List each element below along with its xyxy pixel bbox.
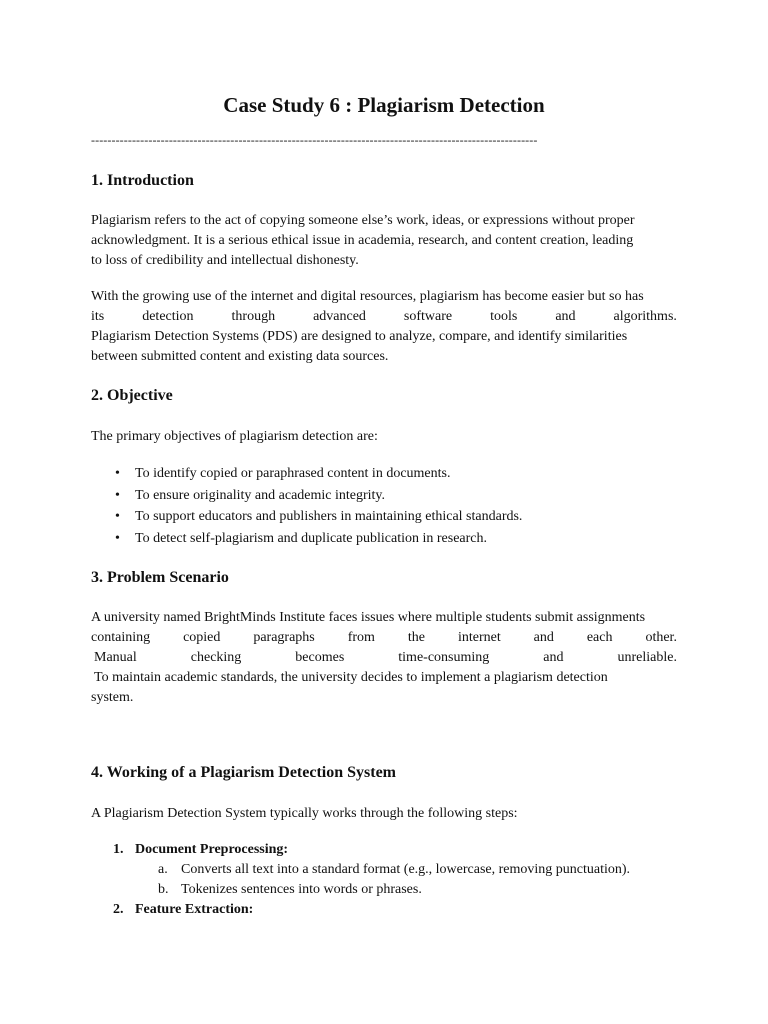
problem-line: A university named BrightMinds Institute faces issues where multiple students submit assignments [91,610,646,625]
word: internet [457,630,501,645]
word: paragraphs [253,630,315,645]
step-number: 1. [113,842,124,857]
sub-text: Converts all text into a standard format (e.g., lowercase, removing punctuation). [181,862,631,877]
intro-p1-line: to loss of credibility and intellectual dishonesty. [91,253,359,268]
word: advanced [313,309,366,324]
sub-text: Tokenizes sentences into words or phrases. [181,882,422,897]
heading-introduction: 1. Introduction [91,172,194,189]
word: its [91,309,105,324]
list-item: • To detect self-plagiarism and duplicate publication in research. [91,528,677,550]
step-title: Document Preprocessing: [135,842,289,857]
bullet-icon: • [115,487,120,503]
problem-line: system. [91,690,134,705]
problem-justified-line [91,648,677,668]
problem-line: To maintain academic standards, the university decides to implement a plagiarism detection [94,670,608,685]
word: unreliable. [617,650,677,665]
intro-p1-line: Plagiarism refers to the act of copying someone else’s work, ideas, or expressions without proper [91,213,635,228]
intro-p1-line: acknowledgment. It is a serious ethical issue in academia, research, and content creation, leading [91,233,634,248]
heading-objective: 2. Objective [91,387,173,404]
word: software [403,309,453,324]
steps-list [91,840,677,920]
word: the [407,630,425,645]
word: checking [190,650,242,665]
word: and [555,309,576,324]
step-title: Feature Extraction: [135,902,254,917]
intro-p2-line: With the growing use of the internet and digital resources, plagiarism has become easier but so has [91,289,644,304]
bullet-icon: • [115,509,120,524]
word: tools [490,309,518,324]
intro-p2-justified-line [91,307,677,327]
sub-letter: a. [158,862,168,877]
word: and [533,630,554,645]
list-item [91,860,677,880]
document-title: Case Study 6 : Plagiarism Detection [223,93,545,117]
word: time-consuming [398,650,490,665]
word: other. [645,630,677,645]
word: each [586,630,613,645]
working-lead: A Plagiarism Detection System typically works through the following steps: [91,806,518,821]
intro-p2-line: Plagiarism Detection Systems (PDS) are designed to analyze, compare, and identify similarities [91,329,628,344]
word: through [231,309,276,324]
list-item: • To identify copied or paraphrased content in documents. [91,463,677,485]
problem-paragraph [91,608,677,708]
intro-paragraph-2 [91,287,677,367]
intro-paragraph-1 [91,211,677,271]
step-number: 2. [113,902,124,917]
word: algorithms. [613,309,677,324]
list-item [91,880,677,900]
objective-lead: The primary objectives of plagiarism detection are: [91,429,378,444]
problem-justified-line [91,628,677,648]
bullet-icon: • [115,530,120,546]
word: detection [142,309,194,324]
list-item [91,840,677,900]
word: containing [91,630,151,645]
intro-p2-line: between submitted content and existing data sources. [91,349,389,364]
word: from [347,630,375,645]
word: Manual [94,650,137,665]
sub-letter: b. [158,882,169,897]
word: and [543,650,564,665]
list-item: • To support educators and publishers in maintaining ethical standards. [91,506,677,528]
list-item: • To ensure originality and academic integrity. [91,485,677,507]
word: copied [183,630,221,645]
word: becomes [295,650,345,665]
objective-list [91,463,677,549]
sub-list [91,860,677,900]
divider-line: ------------------------------------------------------------------------------------------------------------- [91,133,538,147]
list-item [91,900,677,920]
heading-problem-scenario: 3. Problem Scenario [91,569,229,586]
heading-working: 4. Working of a Plagiarism Detection System [91,764,397,781]
bullet-icon: • [115,466,120,481]
